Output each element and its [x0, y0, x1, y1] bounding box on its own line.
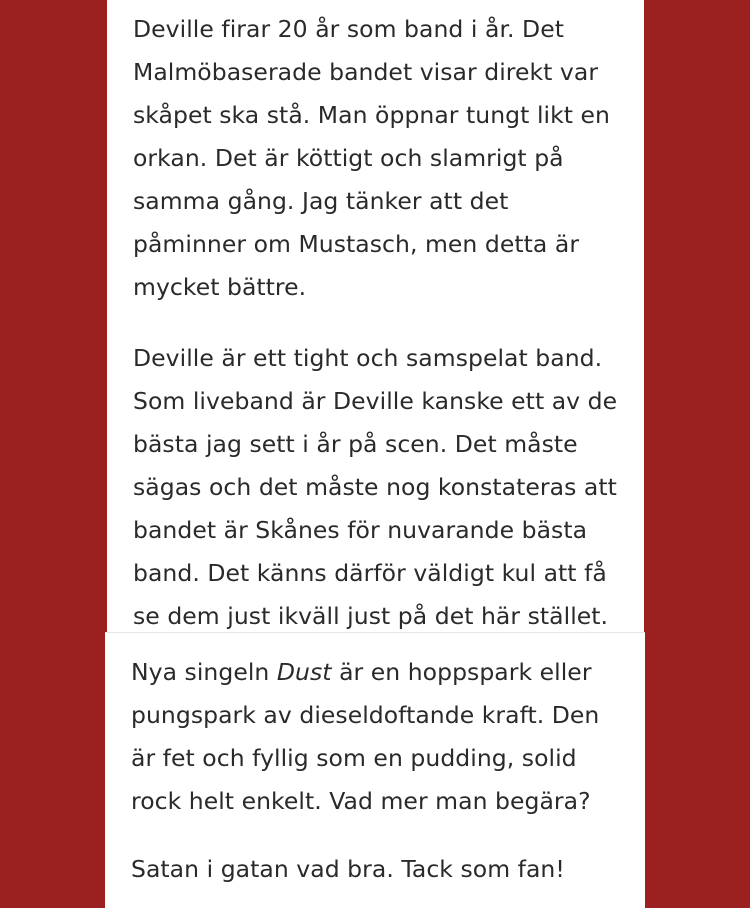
paragraph-spacer: [133, 309, 644, 337]
text-line: Deville är ett tight och samspelat band.: [133, 344, 603, 372]
text-line: rock helt enkelt. Vad mer man begära?: [131, 787, 591, 815]
text-line: orkan. Det är köttigt och slamrigt på: [133, 144, 564, 172]
article-panel-top: [107, 0, 644, 632]
text-line: påminner om Mustasch, men detta är: [133, 230, 580, 258]
text-line: sägas och det måste nog konstateras att: [133, 473, 617, 501]
text-line: band. Det känns därför väldigt kul att få: [133, 559, 607, 587]
text-line: Deville firar 20 år som band i år. Det: [133, 15, 564, 43]
text-line: samma gång. Jag tänker att det: [133, 187, 509, 215]
text-line: se dem just ikväll just på det här stället.: [133, 602, 609, 630]
paragraph-spacer: [131, 823, 645, 848]
paragraph-live-review: [133, 337, 644, 638]
text-line: skåpet ska stå. Man öppnar tungt likt en: [133, 101, 610, 129]
song-title: Dust: [276, 658, 332, 686]
text-line: mycket bättre.: [133, 273, 307, 301]
article-panel-bottom: [105, 632, 645, 908]
text-line: [131, 651, 645, 694]
text-line: bästa jag sett i år på scen. Det måste: [133, 430, 578, 458]
text-line: bandet är Skånes för nuvarande bästa: [133, 516, 588, 544]
text-line: Satan i gatan vad bra. Tack som fan!: [131, 855, 565, 883]
paragraph-closing: [131, 848, 645, 891]
text-line: Som liveband är Deville kanske ett av de: [133, 387, 618, 415]
paragraph-intro: [133, 8, 644, 309]
text-line: pungspark av dieseldoftande kraft. Den: [131, 701, 600, 729]
text-fragment: är en hoppspark eller: [331, 658, 592, 686]
paragraph-single: [131, 651, 645, 823]
text-line: är fet och fyllig som en pudding, solid: [131, 744, 577, 772]
text-line: Malmöbaserade bandet visar direkt var: [133, 58, 599, 86]
text-fragment: Nya singeln: [131, 658, 277, 686]
